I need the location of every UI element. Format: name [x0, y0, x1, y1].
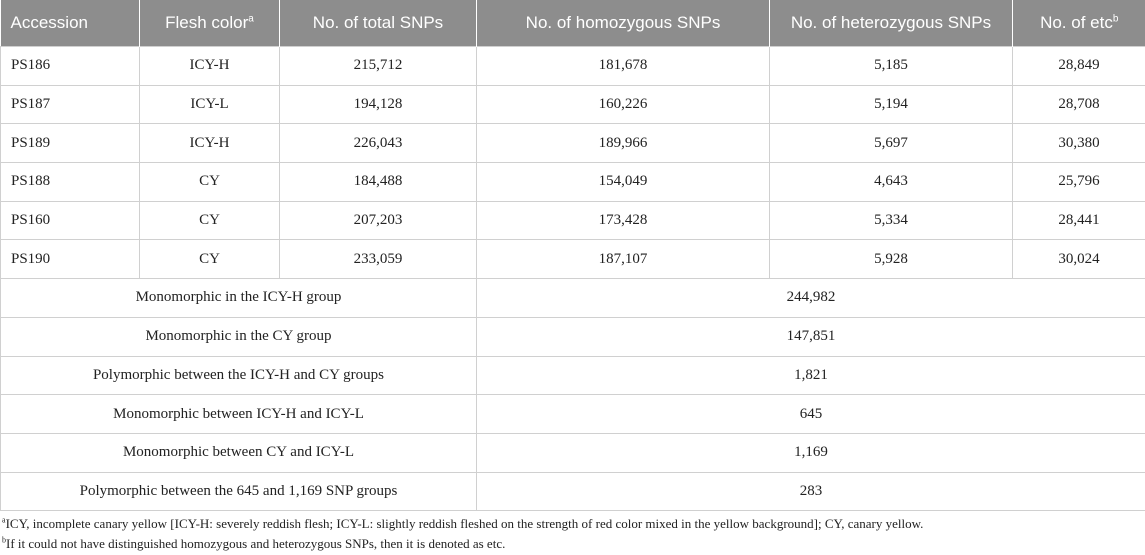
- summary-label: Polymorphic between the ICY-H and CY groups: [1, 356, 477, 395]
- cell-homozygous-snps: 189,966: [477, 124, 770, 163]
- header-accession: Accession: [1, 0, 140, 47]
- cell-homozygous-snps: 154,049: [477, 163, 770, 202]
- cell-accession: PS160: [1, 201, 140, 240]
- summary-label: Polymorphic between the 645 and 1,169 SNP groups: [1, 472, 477, 511]
- summary-label: Monomorphic between CY and ICY-L: [1, 433, 477, 472]
- table-header-row: [1, 0, 1145, 47]
- cell-heterozygous-snps: 4,643: [770, 163, 1013, 202]
- summary-value: 283: [477, 472, 1145, 511]
- summary-label: Monomorphic between ICY-H and ICY-L: [1, 395, 477, 434]
- summary-label: Monomorphic in the CY group: [1, 317, 477, 356]
- footnote-b: $^b$If it could not have distinguished homozygous and heterozygous SNPs, then it is denoted as etc.: [2, 535, 506, 551]
- summary-row: [1, 279, 1145, 318]
- cell-homozygous-snps: 173,428: [477, 201, 770, 240]
- cell-etc: 30,380: [1013, 124, 1145, 163]
- table-row: [1, 124, 1145, 163]
- cell-heterozygous-snps: 5,928: [770, 240, 1013, 279]
- cell-etc: 28,849: [1013, 47, 1145, 86]
- cell-accession: PS187: [1, 85, 140, 124]
- table-row: [1, 240, 1145, 279]
- cell-homozygous-snps: 181,678: [477, 47, 770, 86]
- cell-total-snps: 215,712: [280, 47, 477, 86]
- cell-accession: PS190: [1, 240, 140, 279]
- cell-heterozygous-snps: 5,185: [770, 47, 1013, 86]
- cell-etc: 25,796: [1013, 163, 1145, 202]
- cell-homozygous-snps: 187,107: [477, 240, 770, 279]
- cell-heterozygous-snps: 5,194: [770, 85, 1013, 124]
- header-etc: No. of etc$^b$: [1013, 0, 1145, 47]
- summary-value: 244,982: [477, 279, 1145, 318]
- cell-flesh-color: ICY-H: [140, 124, 280, 163]
- summary-row: [1, 356, 1145, 395]
- table-row: [1, 163, 1145, 202]
- cell-heterozygous-snps: 5,697: [770, 124, 1013, 163]
- summary-value: 147,851: [477, 317, 1145, 356]
- cell-etc: 28,708: [1013, 85, 1145, 124]
- cell-total-snps: 194,128: [280, 85, 477, 124]
- summary-row: [1, 433, 1145, 472]
- header-total-snps: No. of total SNPs: [280, 0, 477, 47]
- table-row: [1, 201, 1145, 240]
- cell-flesh-color: CY: [140, 163, 280, 202]
- table-footnotes: [0, 514, 1145, 554]
- summary-value: 645: [477, 395, 1145, 434]
- cell-homozygous-snps: 160,226: [477, 85, 770, 124]
- cell-etc: 28,441: [1013, 201, 1145, 240]
- cell-flesh-color: ICY-H: [140, 47, 280, 86]
- cell-total-snps: 233,059: [280, 240, 477, 279]
- header-homozygous-snps: No. of homozygous SNPs: [477, 0, 770, 47]
- summary-value: 1,821: [477, 356, 1145, 395]
- cell-flesh-color: ICY-L: [140, 85, 280, 124]
- cell-total-snps: 207,203: [280, 201, 477, 240]
- header-flesh-color: Flesh color$^a$: [140, 0, 280, 47]
- cell-etc: 30,024: [1013, 240, 1145, 279]
- cell-total-snps: 184,488: [280, 163, 477, 202]
- table-row: [1, 47, 1145, 86]
- cell-flesh-color: CY: [140, 240, 280, 279]
- cell-heterozygous-snps: 5,334: [770, 201, 1013, 240]
- summary-row: [1, 395, 1145, 434]
- footnote-a: $^a$ICY, incomplete canary yellow [ICY-H: severely reddish flesh; ICY-L: slightly reddish fleshed on the strength of red color mixed in the yellow background]; CY, canary yellow.: [2, 515, 924, 531]
- cell-accession: PS188: [1, 163, 140, 202]
- cell-accession: PS189: [1, 124, 140, 163]
- summary-value: 1,169: [477, 433, 1145, 472]
- cell-total-snps: 226,043: [280, 124, 477, 163]
- summary-row: [1, 472, 1145, 511]
- summary-row: [1, 317, 1145, 356]
- summary-label: Monomorphic in the ICY-H group: [1, 279, 477, 318]
- cell-accession: PS186: [1, 47, 140, 86]
- table-row: [1, 85, 1145, 124]
- cell-flesh-color: CY: [140, 201, 280, 240]
- header-heterozygous-snps: No. of heterozygous SNPs: [770, 0, 1013, 47]
